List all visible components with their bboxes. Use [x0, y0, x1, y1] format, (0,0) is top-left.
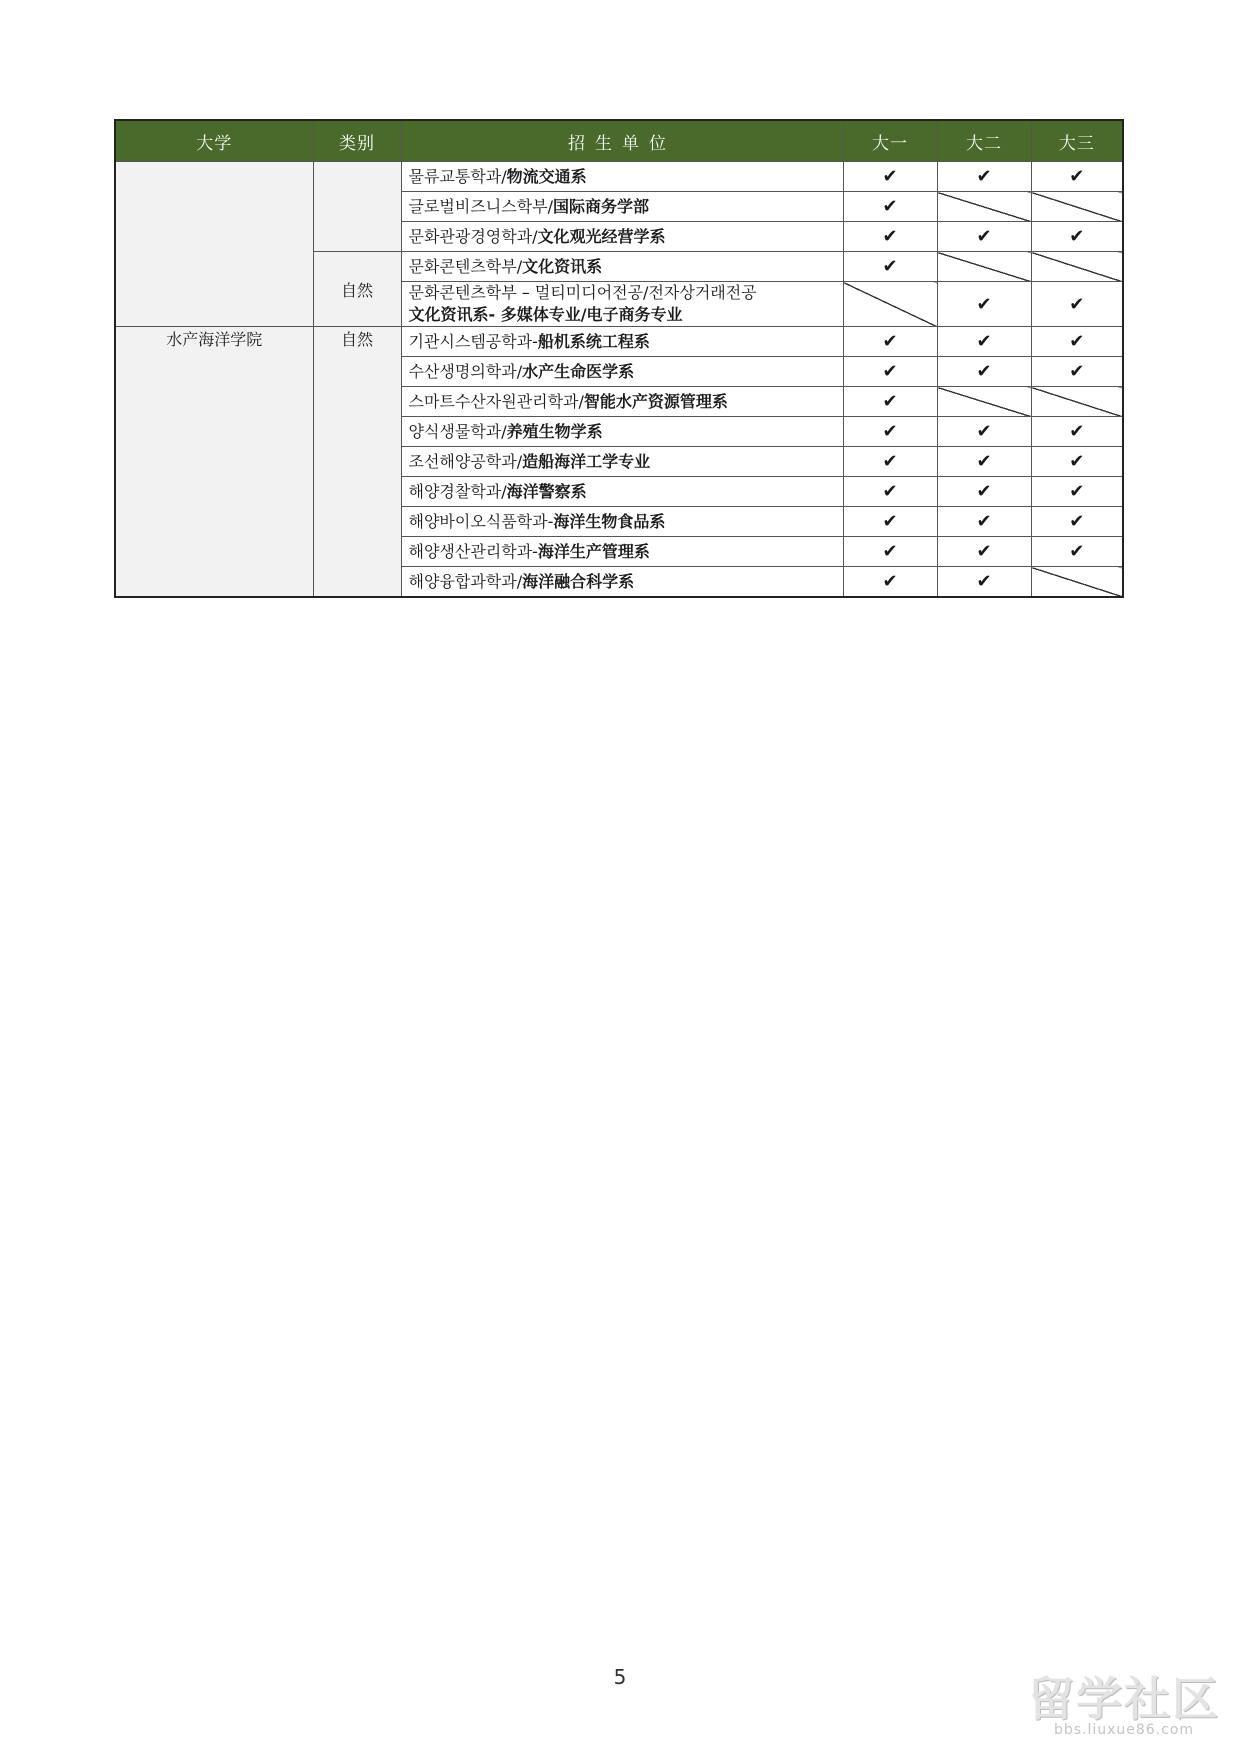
department-cell: [401, 447, 843, 477]
year3-check: ✔: [1031, 477, 1123, 507]
year3-not-available: [1031, 387, 1123, 417]
year2-not-available: [937, 192, 1031, 222]
department-korean: 스마트수산자원관리학과/: [408, 391, 584, 411]
year1-check: ✔: [843, 252, 937, 282]
header-year2: 大二: [937, 120, 1031, 162]
department-korean: 물류교통학과/: [408, 166, 507, 186]
department-cell: [401, 477, 843, 507]
department-korean: 기관시스템공학과-: [408, 331, 538, 351]
year2-check: ✔: [937, 447, 1031, 477]
department-cell: [401, 387, 843, 417]
department-chinese: 物流交通系: [506, 166, 587, 186]
department-korean: 문화관광경영학과/: [408, 226, 538, 246]
year2-not-available: [937, 252, 1031, 282]
header-category: 类别: [313, 120, 401, 162]
department-chinese: 海洋警察系: [506, 481, 587, 501]
department-korean: 글로벌비즈니스학부/: [408, 196, 553, 216]
year1-check: ✔: [843, 567, 937, 598]
year2-check: ✔: [937, 222, 1031, 252]
watermark-logo: 留学社区: [1028, 1672, 1220, 1726]
department-chinese: 造船海洋工学专业: [522, 451, 651, 471]
year1-check: ✔: [843, 357, 937, 387]
year2-check: ✔: [937, 417, 1031, 447]
year2-check: ✔: [937, 327, 1031, 357]
department-chinese: 养殖生物学系: [506, 421, 603, 441]
header-university: 大学: [115, 120, 313, 162]
year3-check: ✔: [1031, 222, 1123, 252]
university-cell: 水产海洋学院: [115, 327, 313, 598]
year3-check: ✔: [1031, 162, 1123, 192]
year1-check: ✔: [843, 387, 937, 417]
department-chinese: 智能水产资源管理系: [583, 391, 728, 411]
header-unit: 招生单位: [401, 120, 843, 162]
watermark: [1028, 1672, 1220, 1738]
year2-check: ✔: [937, 282, 1031, 327]
year1-check: ✔: [843, 537, 937, 567]
department-cell: [401, 327, 843, 357]
department-korean: 해양융합과학과/: [408, 571, 523, 591]
department-chinese: 海洋融合科学系: [522, 571, 635, 591]
year1-check: ✔: [843, 477, 937, 507]
year1-check: ✔: [843, 417, 937, 447]
page-number: 5: [613, 1665, 627, 1689]
year3-check: ✔: [1031, 357, 1123, 387]
table-header-row: [115, 120, 1123, 162]
department-cell: [401, 162, 843, 192]
category-cell: 自然: [313, 327, 401, 598]
department-chinese: 文化资讯系- 多媒体专业/电子商务专业: [408, 305, 683, 324]
department-cell: [401, 537, 843, 567]
admission-table: [114, 119, 1124, 598]
year2-check: ✔: [937, 357, 1031, 387]
year1-check: ✔: [843, 222, 937, 252]
header-year1: 大一: [843, 120, 937, 162]
table-row: [115, 162, 1123, 192]
year3-not-available: [1031, 192, 1123, 222]
department-chinese: 文化观光经营学系: [537, 226, 666, 246]
department-cell: [401, 192, 843, 222]
department-korean: 문화콘텐츠학부 – 멀티미디어전공/전자상거래전공: [408, 283, 757, 302]
year3-check: ✔: [1031, 537, 1123, 567]
year2-check: ✔: [937, 537, 1031, 567]
year2-check: ✔: [937, 162, 1031, 192]
year1-check: ✔: [843, 507, 937, 537]
category-cell: 自然: [313, 252, 401, 327]
year2-check: ✔: [937, 477, 1031, 507]
year3-check: ✔: [1031, 417, 1123, 447]
year2-check: ✔: [937, 507, 1031, 537]
year1-check: ✔: [843, 192, 937, 222]
year3-check: ✔: [1031, 327, 1123, 357]
department-chinese: 文化资讯系: [522, 256, 603, 276]
year3-check: ✔: [1031, 447, 1123, 477]
department-cell: [401, 222, 843, 252]
department-korean: 해양경찰학과/: [408, 481, 507, 501]
table-row: [115, 327, 1123, 357]
year3-not-available: [1031, 252, 1123, 282]
department-chinese: 水产生命医学系: [522, 361, 635, 381]
year3-not-available: [1031, 567, 1123, 598]
department-korean: 해양바이오식품학과-: [408, 511, 554, 531]
department-cell: [401, 357, 843, 387]
year3-check: ✔: [1031, 282, 1123, 327]
university-cell: [115, 162, 313, 327]
table-body: [115, 162, 1123, 598]
department-cell: [401, 282, 843, 327]
year1-check: ✔: [843, 327, 937, 357]
header-year3: 大三: [1031, 120, 1123, 162]
department-cell: [401, 252, 843, 282]
department-korean: 조선해양공학과/: [408, 451, 523, 471]
department-chinese: 海洋生产管理系: [537, 541, 650, 561]
department-cell: [401, 417, 843, 447]
year2-not-available: [937, 387, 1031, 417]
department-korean: 양식생물학과/: [408, 421, 507, 441]
year1-check: ✔: [843, 447, 937, 477]
year1-check: ✔: [843, 162, 937, 192]
year2-check: ✔: [937, 567, 1031, 598]
department-cell: [401, 567, 843, 598]
department-korean: 문화콘텐츠학부/: [408, 256, 523, 276]
department-chinese: 国际商务学部: [553, 196, 650, 216]
category-cell: [313, 162, 401, 252]
year3-check: ✔: [1031, 507, 1123, 537]
department-cell: [401, 507, 843, 537]
year1-not-available: [843, 282, 937, 327]
watermark-url: bbs.liuxue86.com: [1053, 1722, 1195, 1738]
department-chinese: 船机系统工程系: [537, 331, 650, 351]
department-korean: 해양생산관리학과-: [408, 541, 538, 561]
department-korean: 수산생명의학과/: [408, 361, 523, 381]
department-chinese: 海洋生物食品系: [553, 511, 666, 531]
